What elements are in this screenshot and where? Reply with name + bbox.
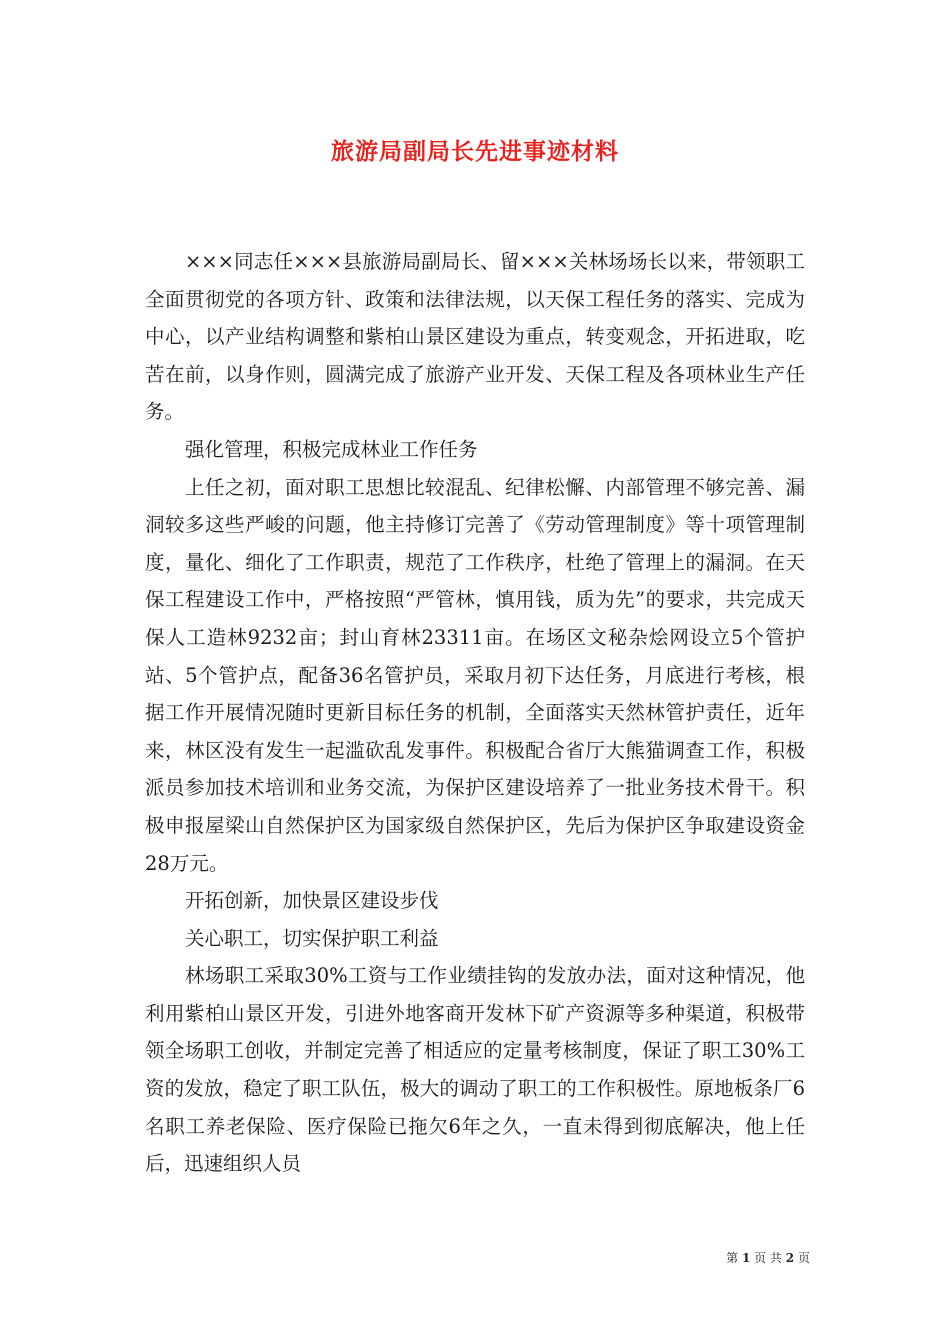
document-title: 旅游局副局长先进事迹材料 (331, 138, 619, 165)
page-number-footer (700, 1249, 810, 1266)
footer-prefix: 第 (726, 1251, 739, 1265)
paragraph-management: 上任之初，面对职工思想比较混乱、纪律松懈、内部管理不够完善、漏洞较多这些严峻的问题，他主持修订完善了《劳动管理制度》等十项管理制度，量化、细化了工作职责，规范了工作秩序，杜绝了管理上的漏洞。在天保工程建设工作中，严格按照“严管林，慎用钱，质为先”的要求，共完成天保人工造林9232亩；封山育林23311亩。在场区文秘杂烩网设立5个管护站、5个管护点，配备36名管护员，采取月初下达任务，月底进行考核，根据工作开展情况随时更新目标任务的机制，全面落实天然林管护责任，近年来，林区没有发生一起滥砍乱发事件。积极配合省厅大熊猫调查工作，积极派员参加技术培训和业务交流，为保护区建设培养了一批业务技术骨干。积极申报屋梁山自然保护区为国家级自然保护区，先后为保护区争取建设资金28万元。 (145, 475, 805, 875)
footer-total-pages: 2 (785, 1251, 795, 1265)
footer-middle: 页 共 (754, 1251, 782, 1265)
document-body (145, 243, 805, 1183)
section-heading-innovation: 开拓创新，加快景区建设步伐 (184, 889, 439, 913)
footer-suffix: 页 (797, 1251, 810, 1265)
footer-current-page: 1 (741, 1251, 751, 1265)
paragraph-intro: ×××同志任×××县旅游局副局长、留×××关林场场长以来，带领职工全面贯彻党的各项方针、政策和法律法规，以天保工程任务的落实、完成为中心，以产业结构调整和紫柏山景区建设为重点，转变观念，开拓进取，吃苦在前，以身作则，圆满完成了旅游产业开发、天保工程及各项林业生产任务。 (145, 250, 805, 424)
section-heading-management: 强化管理，积极完成林业工作任务 (184, 437, 478, 461)
paragraph-staff-care: 林场职工采取30%工资与工作业绩挂钩的发放办法，面对这种情况，他利用紫柏山景区开发，引进外地客商开发林下矿产资源等多种渠道，积极带领全场职工创收，并制定完善了相适应的定量考核制度，保证了职工30%工资的发放，稳定了职工队伍，极大的调动了职工的工作积极性。原地板条厂6名职工养老保险、医疗保险已拖欠6年之久，一直未得到彻底解决，他上任后，迅速组织人员 (145, 964, 805, 1176)
section-heading-staff-care: 关心职工，切实保护职工利益 (184, 926, 439, 950)
